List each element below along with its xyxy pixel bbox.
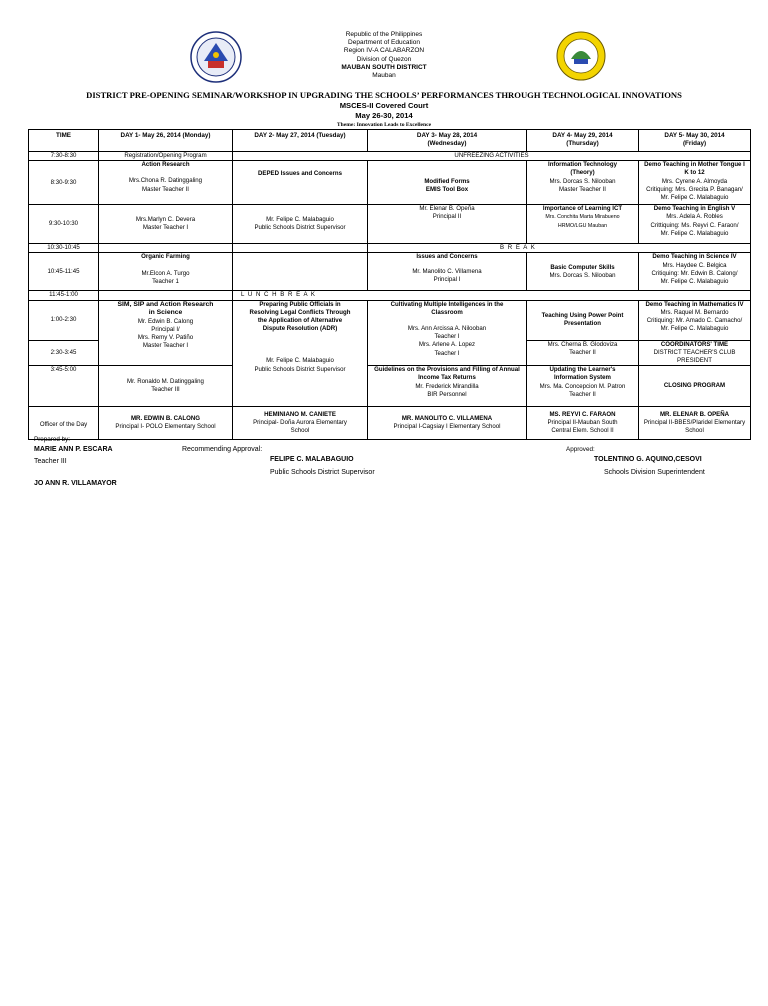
officer-position: Principal II-BBES/Plaridel Elementary School: [643, 419, 746, 435]
col-header-day1: DAY 1- May 26, 2014 (Monday): [99, 130, 233, 152]
schedule-cell: [527, 253, 639, 291]
col-header-day4: DAY 4- May 29, 2014 (Thursday): [527, 130, 639, 152]
session-title: Demo Teaching in Mother Tongue I K to 12: [644, 161, 745, 177]
session-title: Issues and Concerns: [416, 253, 478, 261]
schedule-cell: [99, 161, 233, 205]
session-speaker: Mr. Frederick Mirandilla BIR Personnel: [415, 382, 479, 398]
session-speaker: Mrs. Adela A. Robles Crittiquing: Ms. Reyvi C. Faraon/ Mr. Felipe C. Malabaguio: [650, 213, 739, 237]
schedule-cell: [639, 300, 751, 340]
officer-name: MS. REYVI C. FARAON: [549, 410, 616, 418]
officer-position: Principal I- POLO Elementary School: [115, 423, 216, 431]
session-speaker: Mrs. Dorcas S. Nilooban Master Teacher II: [549, 177, 616, 193]
table-row: [29, 253, 751, 291]
time-cell: 8:30-9:30: [29, 161, 99, 205]
schedule-cell: [639, 253, 751, 291]
col-header-day5: DAY 5- May 30, 2014 (Friday): [639, 130, 751, 152]
col-header-time: TIME: [29, 130, 99, 152]
session-speaker: DISTRICT TEACHER'S CLUB PRESIDENT: [653, 348, 736, 365]
schedule-cell: [368, 253, 527, 291]
table-row: [29, 366, 751, 407]
table-row: [29, 205, 751, 244]
session-title: Guidelines on the Provisions and Filling of Annual Income Tax Returns: [374, 366, 520, 382]
table-row: [29, 161, 751, 205]
schedule-cell: Registration/Opening Program: [99, 152, 233, 161]
header-division: Division of Quezon: [356, 55, 412, 63]
officer-position: Principal II-Mauban South Central Elem. School II: [547, 419, 618, 435]
schedule-cell: [99, 244, 233, 253]
schedule-cell: [99, 253, 233, 291]
time-cell: 2:30-3:45: [29, 340, 99, 366]
session-speaker: Mrs. Haydee C. Belgica Critiquing: Mr. Edwin B. Calong/ Mr. Felipe C. Malabaguio: [651, 261, 738, 286]
session-title: Demo Teaching in English V: [653, 205, 736, 213]
session-title: Cultivating Multiple Intelligences in the Classroom: [390, 300, 504, 316]
schedule-cell: [639, 340, 751, 366]
table-row: [29, 152, 751, 161]
schedule-cell: [233, 161, 368, 205]
schedule-cell: [233, 244, 368, 253]
schedule-cell: [527, 161, 639, 205]
schedule-cell: [233, 300, 368, 407]
session-title: Importance of Learning ICT: [542, 205, 623, 213]
session-title: Basic Computer Skills: [550, 263, 615, 271]
session-title: SIM, SIP and Action Research in Science: [117, 300, 214, 317]
table-row: [29, 244, 751, 253]
session-title: Preparing Public Officials in Resolving Legal Conflicts Through the Application of Alternative Dispute Resolution (ADR): [249, 300, 351, 333]
prepared-by-label: Prepared by:: [34, 436, 71, 443]
officer-position: Principal- Doña Aurora Elementary School: [253, 419, 347, 435]
recommender-name: FELIPE C. MALABAGUIO: [270, 456, 354, 463]
schedule-cell: Mrs. Cherna B. Glodoviza Teacher II: [527, 340, 639, 366]
header-republic: Republic of the Philippines: [345, 31, 423, 38]
session-title: Demo Teaching in Science IV: [652, 253, 737, 261]
recommending-approval-label: Recommending Approval:: [182, 446, 263, 453]
preparer1-position: Teacher III: [34, 458, 67, 465]
session-speaker: Mr. Edwin B. Calong Principal I/ Mrs. Remy V. Patiño Master Teacher I: [137, 317, 194, 350]
break-cell: B R E A K: [368, 244, 751, 253]
session-title: Updating the Learner's Information System: [549, 366, 616, 382]
session-speaker: Mrs. Dorcas S. Nilooban: [549, 271, 616, 279]
officer-name: MR. MANOLITO C. VILLAMENA: [401, 415, 493, 423]
header-town: Mauban: [372, 72, 396, 80]
session-title: Action Research: [141, 161, 190, 169]
session-speaker: Mrs.Chona R. Datinggaling Master Teacher II: [128, 177, 203, 193]
event-dates: May 26-30, 2014: [355, 111, 413, 120]
preparer1-name: MARIE ANN P. ESCARA: [34, 446, 113, 453]
col-header-day3: DAY 3- May 28, 2014 (Wednesday): [368, 130, 527, 152]
venue: MSCES-II Covered Court: [339, 101, 429, 110]
table-row: [29, 291, 751, 300]
session-speaker: Mrs. Ma. Concepcion M. Patron Teacher II: [539, 382, 626, 398]
time-cell: 10:45-11:45: [29, 253, 99, 291]
time-cell: 10:30-10:45: [29, 244, 99, 253]
schedule-cell: [368, 300, 527, 366]
session-speaker: Mrs. Conchita Marta Mirabueno HRMO/LGU Mauban: [545, 214, 620, 229]
officer-cell: [368, 407, 527, 440]
document-title: DISTRICT PRE-OPENING SEMINAR/WORKSHOP IN UPGRADING THE SCHOOLS’ PERFORMANCES THROUGH TECHNOLOGICAL INNOVATIONS: [86, 90, 682, 100]
session-title: Information Technology (Theory): [548, 161, 617, 177]
approved-label: Approved:: [566, 446, 595, 453]
schedule-cell: [639, 205, 751, 244]
time-cell: 3:45-5:00: [29, 366, 99, 407]
session-title: Teaching Using Power Point Presentation: [541, 311, 624, 328]
session-title: Modified Forms EMIS Tool Box: [424, 178, 470, 194]
recommender-position: Public Schools District Supervisor: [270, 469, 375, 476]
schedule-cell: Mr. Felipe C. Malabaguio Public Schools District Supervisor: [233, 205, 368, 244]
schedule-cell: [233, 253, 368, 291]
officer-cell: [233, 407, 368, 440]
session-speaker: Mr.Elcon A. Turgo Teacher 1: [141, 269, 190, 285]
schedule-cell: [368, 366, 527, 407]
schedule-cell: Mr. Elenar B. Opeña Principal II: [368, 205, 527, 244]
session-speaker: Mrs. Ann Arcissa A. Nilooban Teacher I Mrs. Arlene A. Lopez Teacher I: [407, 325, 487, 357]
schedule-cell: [368, 161, 527, 205]
session-speaker: Mr. Manolito C. Villamena Principal I: [412, 267, 482, 283]
table-row: [29, 407, 751, 440]
col-header-day2: DAY 2- May 27, 2014 (Tuesday): [233, 130, 368, 152]
officer-name: MR. ELENAR B. OPEÑA: [659, 410, 730, 418]
officer-name: MR. EDWIN B. CALONG: [130, 415, 201, 423]
session-title: Demo Teaching in Mathematics IV: [645, 300, 744, 308]
session-title: Organic Farming: [141, 253, 190, 261]
officer-cell: [527, 407, 639, 440]
header-district: MAUBAN SOUTH DISTRICT: [341, 63, 427, 71]
schedule-cell: [527, 366, 639, 407]
schedule-cell: [527, 205, 639, 244]
schedule-table: [28, 129, 751, 440]
lunch-break-cell: L U N C H B R E A K: [233, 291, 751, 300]
officer-cell: [639, 407, 751, 440]
schedule-cell: Mr. Ronaldo M. Datinggaling Teacher III: [99, 366, 233, 407]
schedule-cell: Mrs.Marlyn C. Devera Master Teacher I: [99, 205, 233, 244]
session-speaker: Mr. Felipe C. Malabaguio Public Schools District Supervisor: [254, 357, 346, 373]
time-cell: 7:30-8:30: [29, 152, 99, 161]
time-cell: Officer of the Day: [29, 407, 99, 440]
preparer2-name: JO ANN R. VILLAMAYOR: [34, 480, 117, 487]
time-cell: 9:30-10:30: [29, 205, 99, 244]
session-speaker: Mrs. Cyrene A. Almoyda Critiquing: Mrs. Grecita P. Banagan/ Mr. Felipe C. Malabaguio: [646, 177, 743, 202]
header-region: Region IV-A CALABARZON: [343, 47, 425, 55]
district-seal-icon: [556, 31, 606, 81]
deped-seal-icon: [190, 31, 242, 83]
session-title: COORDINATORS' TIME: [660, 340, 729, 348]
header-department: Department of Education: [348, 39, 420, 47]
schedule-cell: [527, 300, 639, 340]
time-cell: 11:45-1:00: [29, 291, 99, 300]
officer-position: Principal I-Cagsiay I Elementary School: [393, 423, 501, 431]
table-row: [29, 300, 751, 340]
officer-name: HEMINIANO M. CANIETE: [264, 410, 336, 418]
session-title: DEPED Issues and Concerns: [258, 170, 342, 178]
approver-position: Schools Division Superintendent: [604, 469, 705, 476]
time-cell: 1:00-2:30: [29, 300, 99, 340]
schedule-cell: [99, 291, 233, 300]
session-speaker: Mrs. Raquel M. Bernardo Critiquing: Mr. Amado C. Camacho/ Mr. Felipe C. Malabaguio: [646, 308, 743, 333]
schedule-cell: [639, 161, 751, 205]
schedule-cell: CLOSING PROGRAM: [639, 366, 751, 407]
theme: Theme: Innovation Leads to Excellence: [336, 122, 432, 128]
unfreezing-activities-cell: UNFREEZING ACTIVITIES: [233, 152, 751, 161]
approver-name: TOLENTINO G. AQUINO,CESOVI: [594, 456, 702, 463]
schedule-cell: [99, 300, 233, 366]
officer-cell: [99, 407, 233, 440]
